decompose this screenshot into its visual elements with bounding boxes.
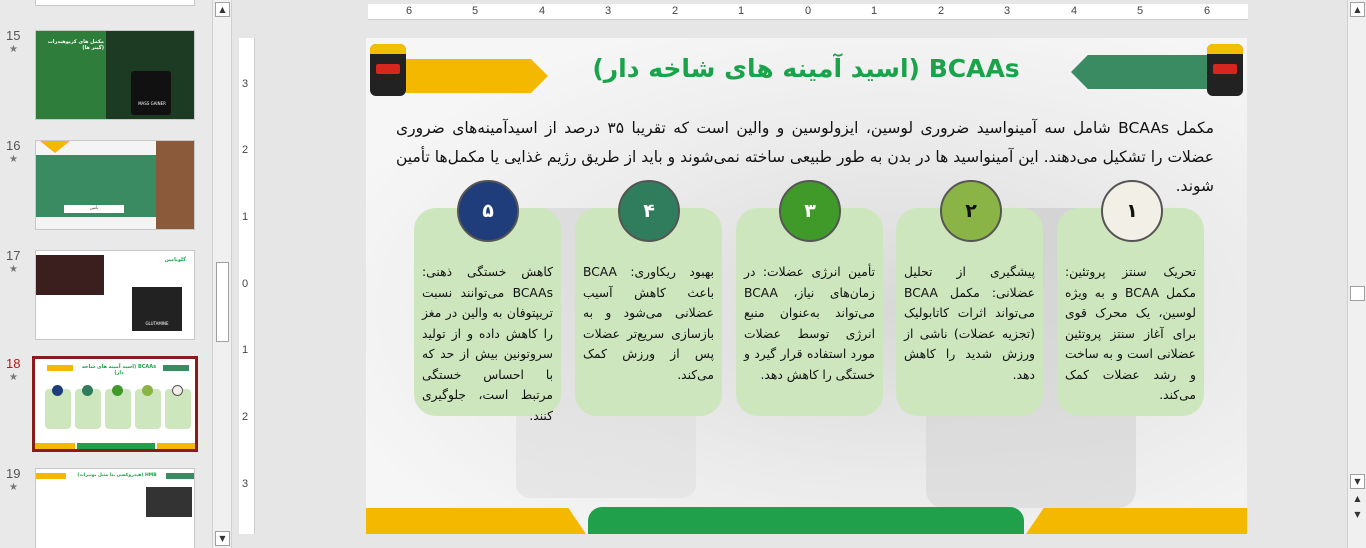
horizontal-ruler[interactable] [368, 4, 1248, 20]
benefit-text-4[interactable]: بهبود ریکاوری: BCAA باعث کاهش آسیب عضلانی می‌شود و به بازسازی سریع‌تر عضلات پس از ورزش کمک می‌کند. [583, 265, 714, 382]
slide-thumbnail-16[interactable] [35, 140, 195, 230]
number-circle-5: ۵ [457, 180, 519, 242]
scrollbar-thumb[interactable] [1350, 286, 1365, 301]
thumbnail-scrollbar[interactable] [212, 0, 232, 548]
ruler-label: 3 [242, 78, 249, 90]
ruler-label: 6 [1204, 5, 1211, 17]
animation-star-icon: ★ [9, 154, 18, 165]
ruler-label: 3 [242, 478, 249, 490]
ruler-label: 3 [605, 5, 612, 17]
benefit-text-1[interactable]: تحریک سنتز پروتئین: مکمل BCAA و به ویژه لوسین، یک محرک قوی برای آغاز سنتز پروتئین عضلانی است و به ساخت و رشد عضلات کمک می‌کند. [1065, 265, 1196, 402]
next-slide-icon[interactable]: ▼ [1354, 510, 1361, 519]
animation-star-icon: ★ [9, 44, 18, 55]
ruler-label: 5 [1137, 5, 1144, 17]
slide-number-16: 16 [6, 138, 21, 153]
animation-star-icon: ★ [9, 372, 18, 383]
supplement-jar-image [1207, 44, 1243, 96]
slide-thumbnail-19[interactable] [35, 468, 195, 548]
slide-thumbnail-pane[interactable] [0, 0, 212, 548]
thumb-17-title: گلوتامین [164, 257, 186, 263]
benefit-text-3[interactable]: تأمین انرژی عضلات: در زمان‌های نیاز، BCAA می‌تواند به‌عنوان منبع انرژی توسط عضلات مورد استفاده قرار گیرد و خستگی را کاهش دهد. [744, 265, 875, 382]
slide-18[interactable] [366, 38, 1247, 534]
ruler-label: 1 [738, 5, 745, 17]
slide-thumbnail-17[interactable] [35, 250, 195, 340]
ruler-label: 2 [938, 5, 945, 17]
ruler-label: 1 [242, 211, 249, 223]
number-circle-3: ۳ [779, 180, 841, 242]
slide-number-19: 19 [6, 466, 21, 481]
animation-star-icon: ★ [9, 482, 18, 493]
number-circle-1: ۱ [1101, 180, 1163, 242]
ruler-label: 4 [539, 5, 546, 17]
ruler-label: 3 [1004, 5, 1011, 17]
footer-yellow-shape [1026, 508, 1247, 534]
number-circle-2: ۲ [940, 180, 1002, 242]
slide-thumbnail-14[interactable] [35, 0, 195, 6]
number-circle-4: ۴ [618, 180, 680, 242]
slide-thumbnail-18-selected[interactable] [32, 356, 198, 452]
scrollbar-thumb[interactable] [216, 262, 229, 342]
yellow-arrow-banner [406, 59, 548, 93]
ruler-label: 0 [242, 278, 249, 290]
footer-yellow-shape [366, 508, 586, 534]
ruler-label: 4 [1071, 5, 1078, 17]
scroll-up-icon[interactable]: ▲ [1350, 2, 1365, 17]
footer-green-shape [588, 507, 1024, 534]
thumb-15-product: MASS GAINER [138, 101, 166, 106]
thumb-17-product: GLUTAMINE [145, 321, 169, 326]
supplement-jar-image [370, 44, 406, 96]
thumb-18-title: BCAAs (اسید آمینه های شاخه دار) [81, 364, 157, 376]
benefit-text-2[interactable]: پیشگیری از تحلیل عضلانی: مکمل BCAA می‌تواند اثرات کاتابولیک (تجزیه عضلات) ناشی از ورزش شدید را کاهش دهد. [904, 265, 1035, 382]
ruler-label: 2 [242, 411, 249, 423]
slide-number-18: 18 [6, 356, 21, 371]
slide-thumbnail-15[interactable] [35, 30, 195, 120]
ruler-label: 2 [672, 5, 679, 17]
ruler-label: 5 [472, 5, 479, 17]
ruler-label: 1 [242, 344, 249, 356]
ruler-label: 1 [871, 5, 878, 17]
scroll-down-icon[interactable]: ▼ [1350, 474, 1365, 489]
intro-paragraph[interactable]: مکمل BCAAs شامل سه آمینواسید ضروری لوسین، ایزولوسین و والین است که تقریبا ۳۵ درصد از اسیدآمینه‌های ضروری عضلات را تشکیل می‌دهند. این آمینواسید ها در بدن به طور طبیعی ساخته نمی‌شوند و باید از طریق رژیم غذایی یا مکمل‌ها تأمین شوند. [396, 119, 1214, 195]
previous-slide-icon[interactable]: ▲ [1354, 494, 1361, 503]
thumb-15-title: مکمل های کربوهیدرات (گینر ها) [47, 39, 104, 51]
vertical-ruler[interactable] [239, 38, 255, 534]
thumb-16-button-label: تأمین [64, 205, 124, 213]
animation-star-icon: ★ [9, 264, 18, 275]
scroll-up-icon[interactable]: ▲ [215, 2, 230, 17]
slide-title[interactable]: BCAAs (اسید آمینه های شاخه دار) [592, 54, 1020, 83]
ruler-label: 0 [805, 5, 812, 17]
benefit-text-5[interactable]: کاهش خستگی ذهنی: BCAAs می‌توانند نسبت تریپتوفان به والین در مغز را کاهش داده و از تولید سروتونین بیش از حد که با احساس خستگی مرتبط است، جلوگیری کنند. [422, 265, 553, 423]
canvas-scrollbar[interactable] [1347, 0, 1366, 548]
ruler-label: 2 [242, 144, 249, 156]
scroll-down-icon[interactable]: ▼ [215, 531, 230, 546]
ruler-label: 6 [406, 5, 413, 17]
thumb-19-title: HMB (هیدروکسی بتا متیل بوتیرات) [77, 473, 157, 478]
slide-number-15: 15 [6, 28, 21, 43]
slide-number-17: 17 [6, 248, 21, 263]
green-arrow-banner [1071, 55, 1211, 89]
